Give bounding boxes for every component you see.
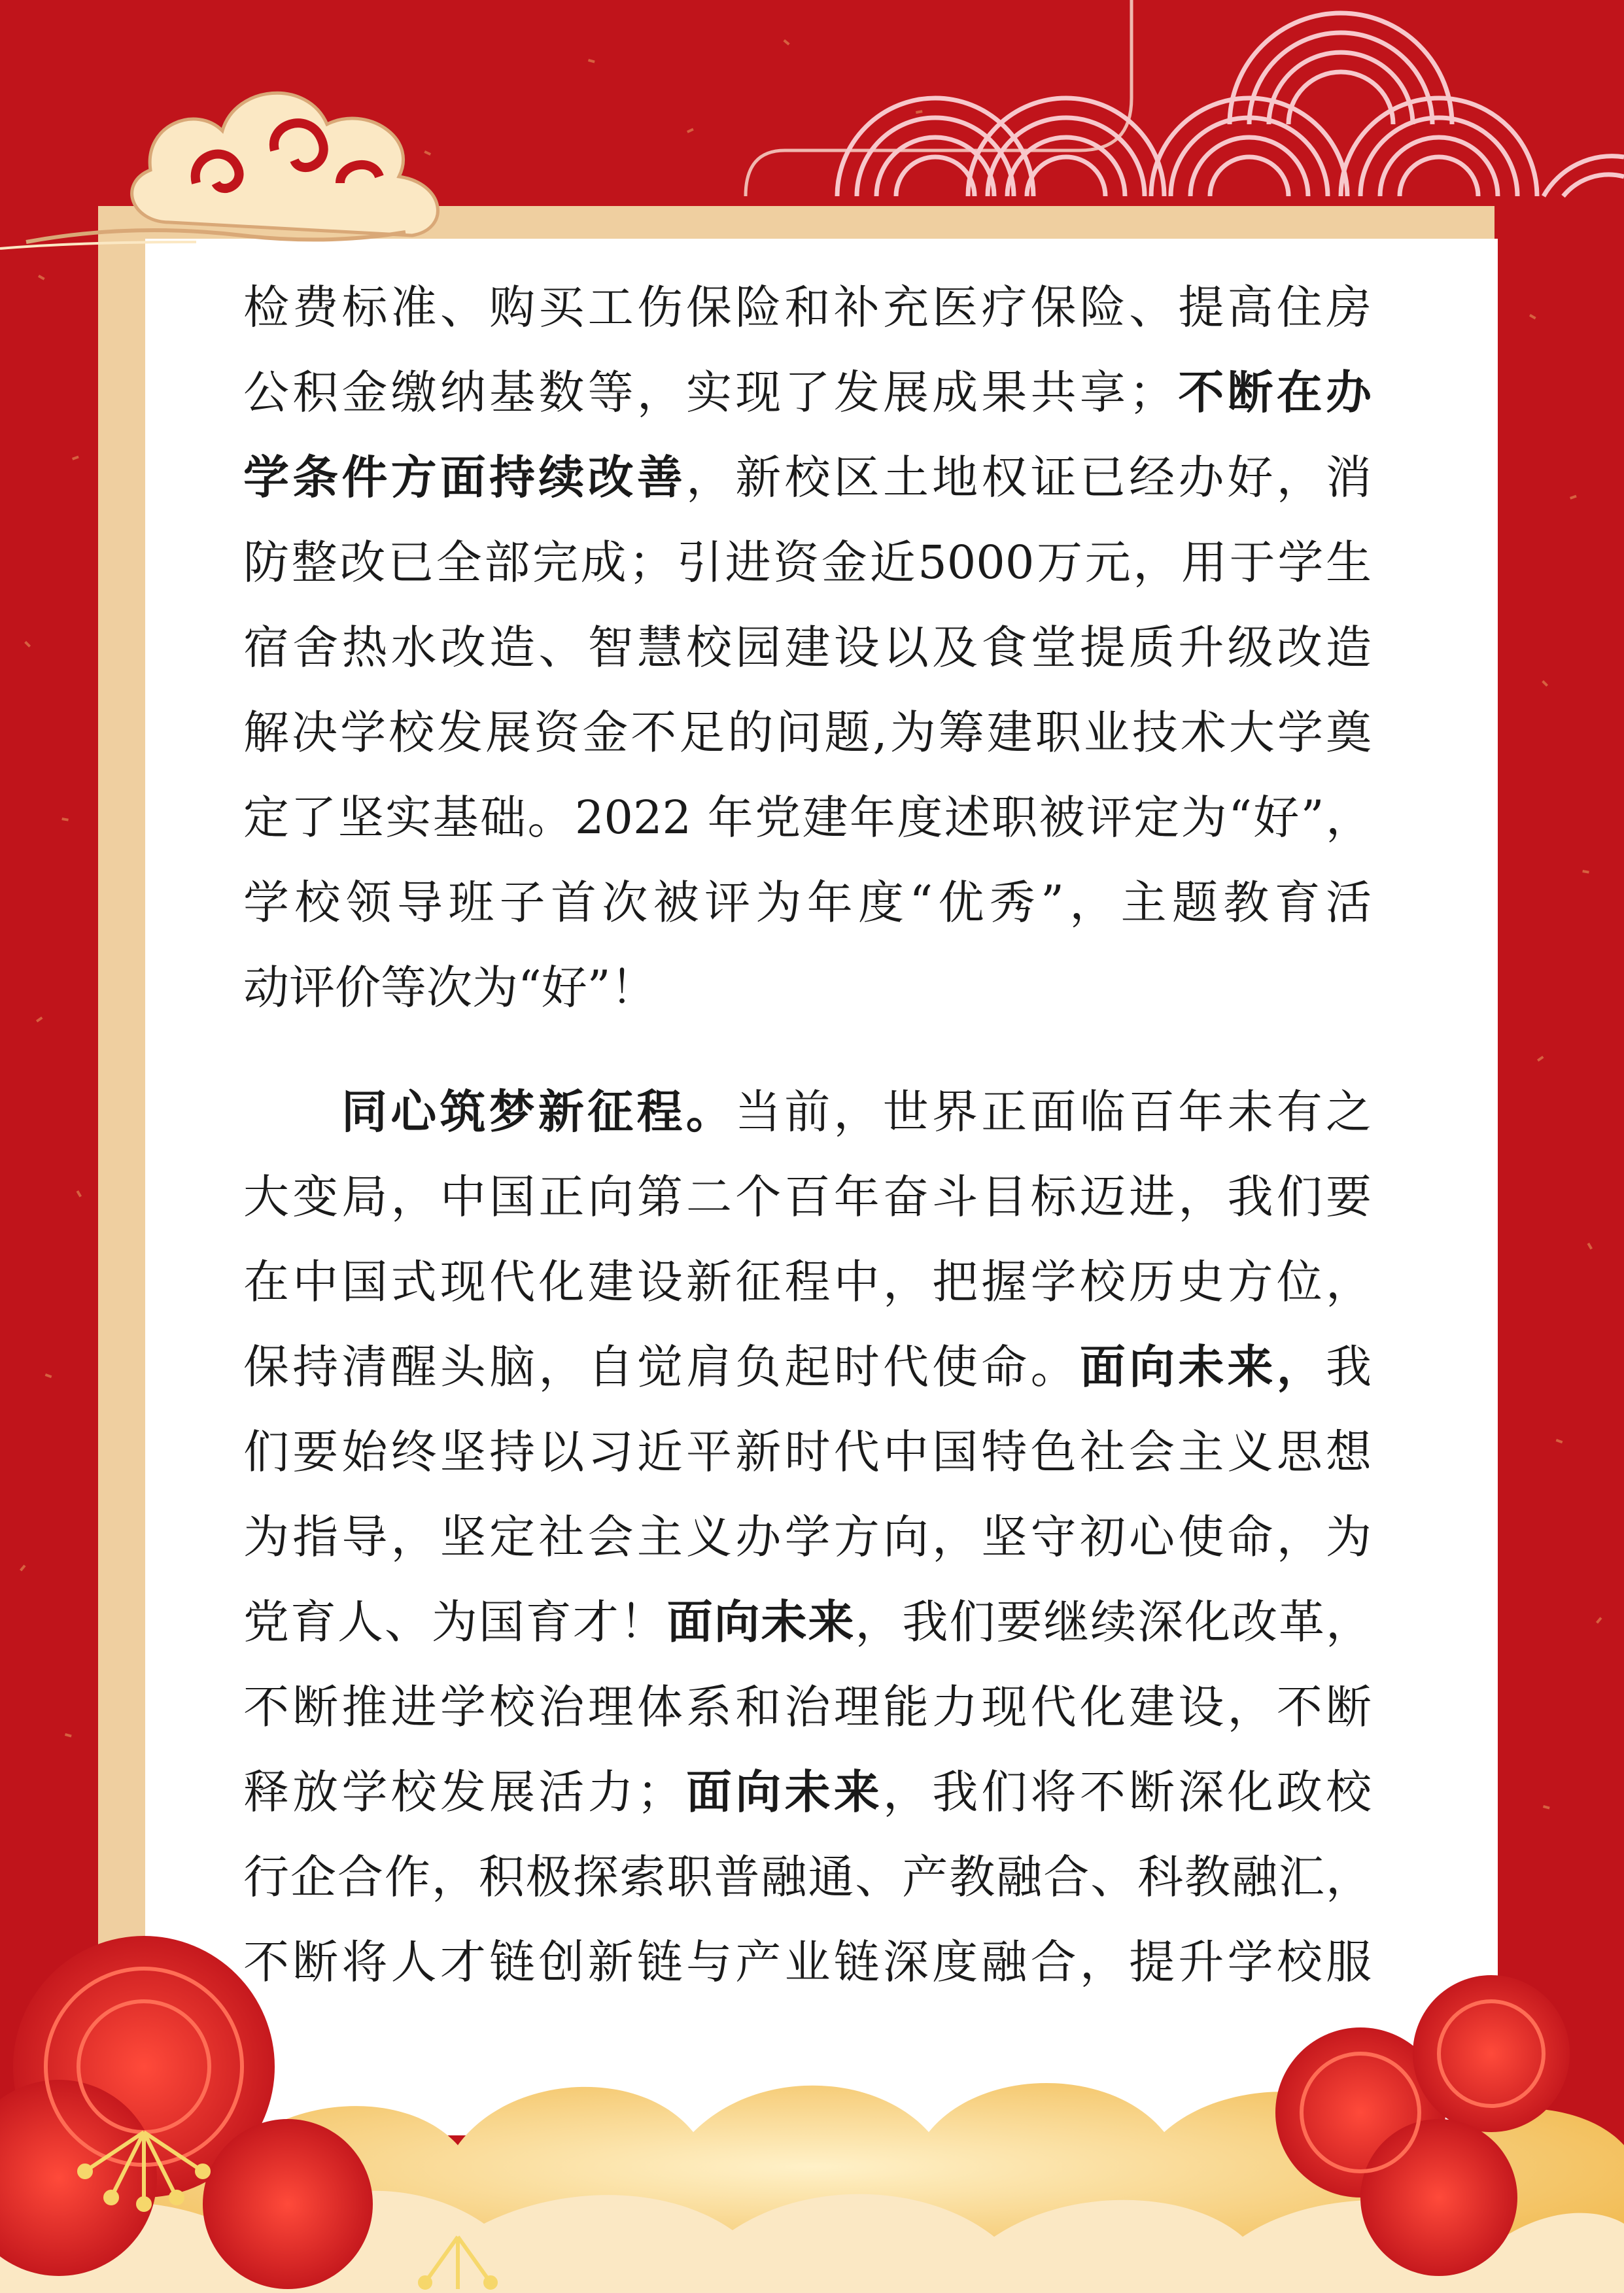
paragraph-1: [243, 265, 1372, 1030]
text-run: 公积金缴纳基数等，实现了发展成果共享；: [243, 366, 1175, 419]
text-line: 解决学校发展资金不足的问题,为筹建职业技术大学奠: [243, 706, 1372, 759]
text-line: 行企合作，积极探索职普融通、产教融合、科教融汇，: [243, 1850, 1372, 1904]
emphasis-text: 不断在办: [1175, 366, 1372, 419]
article-body: [243, 265, 1372, 2005]
text-line: 大变局，中国正向第二个百年奋斗目标迈进，我们要: [243, 1170, 1372, 1224]
text-run: 当前，世界正面临百年未有之: [735, 1085, 1372, 1139]
text-line: 动评价等次为“好”！: [243, 961, 657, 1014]
text-line: 不断将人才链创新链与产业链深度融合，提升学校服: [243, 1935, 1372, 1989]
text-line: 学校领导班子首次被评为年度“优秀”，主题教育活: [243, 876, 1372, 929]
auspicious-cloud-icon: [0, 26, 536, 255]
paragraph-2: [243, 1069, 1372, 2005]
text-line: 防整改已全部完成；引进资金近5000万元，用于学生: [243, 536, 1372, 589]
paragraph-gap: [243, 1030, 1372, 1069]
text-line: 宿舍热水改造、智慧校园建设以及食堂提质升级改造: [243, 621, 1372, 674]
text-run: 我: [1326, 1340, 1372, 1394]
text-line: 们要始终坚持以习近平新时代中国特色社会主义思想: [243, 1425, 1372, 1479]
section-heading: 同心筑梦新征程。: [341, 1085, 735, 1139]
emphasis-text: 学条件方面持续改善: [243, 451, 687, 504]
text-line: [243, 1579, 1372, 1664]
text-line: 为指导，坚定社会主义办学方向，坚守初心使命，为: [243, 1510, 1372, 1564]
text-line: 定了坚实基础。2022 年党建年度述职被评定为“好”，: [243, 791, 1372, 844]
text-run: 保持清醒头脑，自觉肩负起时代使命。: [243, 1340, 1080, 1394]
text-run: ，我们要继续深化改革，: [855, 1595, 1372, 1649]
text-line: 在中国式现代化建设新征程中，把握学校历史方位，: [243, 1255, 1372, 1309]
text-run: 党育人、为国育才！: [243, 1595, 667, 1649]
text-run: ，我们将不断深化政校: [882, 1765, 1372, 1819]
text-run: ，新校区土地权证已经办好，消: [686, 451, 1372, 504]
text-line: [243, 350, 1372, 435]
emphasis-text: 面向未来: [682, 1765, 883, 1819]
text-line: [243, 1324, 1372, 1409]
text-run: 释放学校发展活力；: [243, 1765, 683, 1819]
text-line: [243, 1069, 1372, 1154]
text-line: 检费标准、购买工伤保险和补充医疗保险、提高住房: [243, 281, 1372, 334]
emphasis-text: 面向未来，: [1079, 1340, 1326, 1394]
text-line: [243, 1750, 1372, 1835]
emphasis-text: 面向未来: [666, 1595, 855, 1649]
text-line: 不断推进学校治理体系和治理能力现代化建设，不断: [243, 1680, 1372, 1734]
text-line: [243, 435, 1372, 520]
